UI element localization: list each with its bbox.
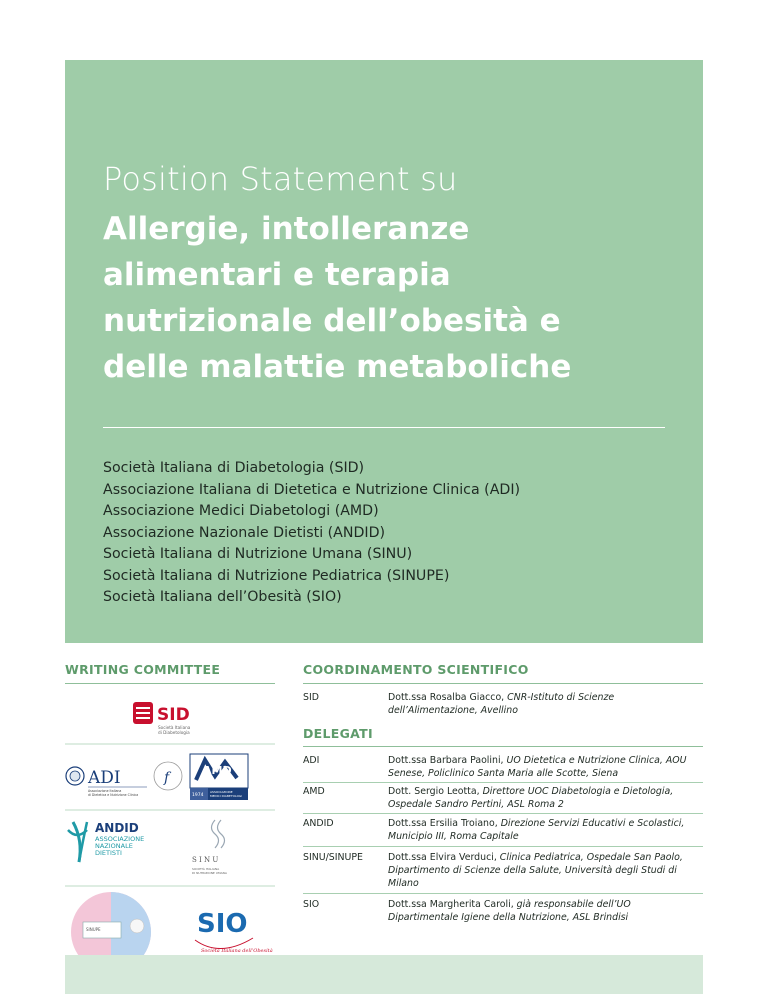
svg-text:DIETISTI: DIETISTI <box>95 849 122 857</box>
society-item: Società Italiana dell’Obesità (SIO) <box>103 589 342 605</box>
entry-label: SID <box>303 692 319 703</box>
sinupe-logo-text: SINUPE <box>86 927 101 932</box>
title-bold <box>103 206 693 390</box>
svg-text:1974: 1974 <box>192 793 204 798</box>
coordinamento-title: COORDINAMENTO SCIENTIFICO <box>303 662 529 677</box>
row-divider <box>303 782 703 783</box>
entry-label: AMD <box>303 786 325 797</box>
societies-list <box>103 458 520 609</box>
entry-text <box>388 786 703 812</box>
title-line: Allergie, intolleranze <box>103 211 470 247</box>
sid-logo <box>133 702 191 735</box>
svg-text:DI NUTRIZIONE UMANA: DI NUTRIZIONE UMANA <box>192 871 227 875</box>
entry-text <box>388 755 703 781</box>
delegati-divider <box>303 746 703 747</box>
sinu-logo <box>192 820 228 875</box>
svg-text:f: f <box>164 770 170 786</box>
entry-name: Dott.ssa Barbara Paolini, <box>388 755 507 766</box>
svg-text:ASSOCIAZIONE: ASSOCIAZIONE <box>210 790 233 794</box>
svg-text:Società Italiana: Società Italiana <box>158 725 191 730</box>
entry-affiliation: Clinica Pediatrica, Ospedale San Paolo, Dipartimento di Scienze della Salute, Università degli Studi di Milano <box>388 852 683 889</box>
svg-text:Associazione Italiana: Associazione Italiana <box>88 789 122 793</box>
entry-name: Dott.ssa Elvira Verduci, <box>388 852 500 863</box>
entry-label: SIO <box>303 899 320 910</box>
delegati-title: DELEGATI <box>303 726 373 741</box>
society-logos <box>65 690 275 980</box>
svg-text:NAZIONALE: NAZIONALE <box>95 842 133 850</box>
andid-logo-text: ANDID <box>95 821 139 835</box>
entry-text <box>388 852 703 890</box>
svg-text:MEDICI DIABETOLOGI: MEDICI DIABETOLOGI <box>210 794 243 798</box>
entry-text <box>388 692 703 718</box>
svg-text:Società Italiana dell’Obesità: Società Italiana dell’Obesità <box>201 948 273 954</box>
sio-logo-text: SIO <box>197 909 248 939</box>
svg-text:SOCIETÀ ITALIANA: SOCIETÀ ITALIANA <box>192 867 220 871</box>
entry-text <box>388 899 703 925</box>
footer-band <box>65 955 703 994</box>
society-item: Associazione Italiana di Dietetica e Nutrizione Clinica (ADI) <box>103 481 521 498</box>
svg-text:di Dietetica e Nutrizione Clin: di Dietetica e Nutrizione Clinica <box>88 793 139 797</box>
amd-logo-text: AMD <box>203 764 232 777</box>
society-item: Associazione Nazionale Dietisti (ANDID) <box>103 524 386 541</box>
entry-name: Dott. Sergio Leotta, <box>388 786 483 797</box>
adi-logo-text: ADI <box>88 768 121 788</box>
row-divider <box>303 893 703 894</box>
logos-panel <box>65 690 275 980</box>
row-divider <box>303 846 703 847</box>
title-light: Position Statement su <box>103 160 458 198</box>
entry-name: Dott.ssa Ersilia Troiano, <box>388 818 501 829</box>
society-item: Società Italiana di Nutrizione Pediatrica (SINUPE) <box>103 567 450 584</box>
row-divider <box>303 813 703 814</box>
entry-affiliation: Direttore UOC Diabetologia e Dietologia, Ospedale Sandro Pertini, ASL Roma 2 <box>388 786 674 810</box>
title-divider <box>103 427 665 428</box>
writing-committee-divider <box>65 683 275 684</box>
entry-affiliation: UO Dietetica e Nutrizione Clinica, AOU Senese, Policlinico Santa Maria alle Scotte, Siena <box>388 755 687 779</box>
entry-name: Dott.ssa Margherita Caroli, <box>388 899 517 910</box>
sid-logo-text: SID <box>157 705 190 725</box>
entry-affiliation: CNR-Istituto di Scienze dell’Alimentazione, Avellino <box>388 692 615 716</box>
svg-text:di Diabetologia: di Diabetologia <box>158 730 190 735</box>
entry-label: ADI <box>303 755 320 766</box>
sio-logo <box>195 909 273 954</box>
adi-logo <box>66 762 182 797</box>
entry-text <box>388 818 703 844</box>
cover-panel <box>65 60 703 643</box>
entry-label: SINU/SINUPE <box>303 852 363 863</box>
title-line: nutrizionale dell’obesità e <box>103 303 561 339</box>
society-item: Società Italiana di Diabetologia (SID) <box>103 460 365 476</box>
society-item: Società Italiana di Nutrizione Umana (SINU) <box>103 546 413 562</box>
andid-logo <box>68 821 144 862</box>
entry-label: ANDID <box>303 818 334 829</box>
entry-affiliation: già responsabile dell’UO Dipartimentale Igiene della Nutrizione, ASL Brindisi <box>388 899 631 923</box>
entry-name: Dott.ssa Rosalba Giacco, <box>388 692 508 703</box>
sinu-logo-text: S I N U <box>192 856 219 864</box>
society-item: Associazione Medici Diabetologi (AMD) <box>103 503 379 519</box>
amd-logo <box>190 754 248 800</box>
title-line: delle malattie metaboliche <box>103 349 572 385</box>
entry-affiliation: Direzione Servizi Educativi e Scolastici, Municipio III, Roma Capitale <box>388 818 685 842</box>
svg-text:ASSOCIAZIONE: ASSOCIAZIONE <box>95 835 145 843</box>
title-line: alimentari e terapia <box>103 257 451 293</box>
writing-committee-title: WRITING COMMITTEE <box>65 662 221 677</box>
coordinamento-divider <box>303 683 703 684</box>
